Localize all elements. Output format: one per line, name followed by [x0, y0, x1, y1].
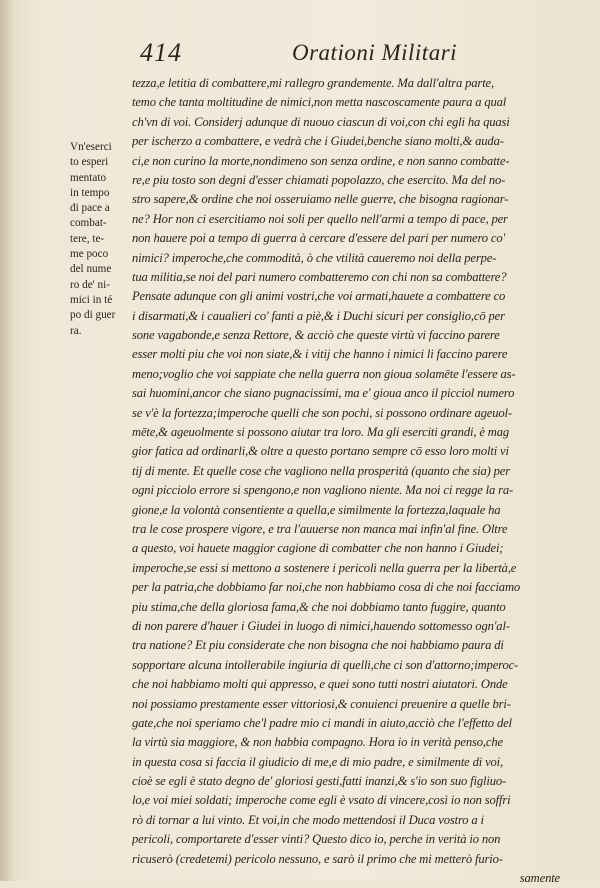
text-line: nimici? imperoche,che commodità, ò che vtilità caueremo noi della perpe- [132, 250, 497, 265]
text-line: tua militia,se noi del pari numero combatteremo con chi non sa combattere? [132, 269, 507, 284]
text-line: per la patria,che dobbiamo far noi,che non habbiamo cosa di che noi facciamo [132, 580, 521, 595]
text-line: ogni picciolo errore si spengono,e non vagliono niente. Ma noi ci regge la ra- [132, 483, 514, 498]
gutter-shadow [0, 0, 14, 881]
text-line: tra le cose prospere vigore, e tra l'auuerse non manca mai infin'al fine. Oltre [132, 521, 508, 536]
text-line: meno;voglio che voi sappiate che nella guerra non gioua solamēte l'essere as- [132, 366, 516, 381]
margin-note-line: del nume [70, 263, 112, 276]
text-line: ricuserò (credetemi) pericolo nessuno, e sarò il primo che mi metterò furio- [132, 851, 503, 866]
text-line: la virtù sia maggiore, & non habbia compagno. Hora io in verità penso,che [132, 735, 503, 750]
margin-note-line: di pace a [70, 202, 110, 215]
margin-note-line: Vn'eserci [70, 141, 112, 153]
text-line: pericoli, comportarete d'esser vinti? Questo dico io, perche in verità io non [132, 832, 501, 847]
text-line: gione,e la volontà consentiente a quella,e similmente la fortezza,laquale ha [132, 502, 501, 517]
text-line: tra natione? Et piu considerate che non bisogna che noi habbiamo paura di [132, 638, 504, 653]
page-header [0, 38, 600, 68]
text-line: lo,e voi miei soldati; imperoche come egli è vsato di vincere,così io non soffri [132, 793, 511, 808]
text-line: non hauere poi a tempo di guerra à cercare d'essere del pari per numero co' [132, 231, 506, 246]
catchword: samente [519, 871, 560, 886]
text-line: sone vagabonde,e senza Rettore, & acciò che queste virtù vi faccino parere [132, 328, 500, 343]
margin-note-line: ra. [70, 324, 82, 337]
margin-note-line: to esperi [70, 156, 109, 169]
text-line: temo che tanta moltitudine de nimici,non metta nascoscamente paura a qual [132, 95, 507, 110]
text-line: mēte,& ageuolmente si possono aiutar tra loro. Ma gli eserciti grandi, è mag [132, 425, 509, 440]
text-line: Pensate adunque con gli animi vostri,che voi armati,hauete a combattere co [132, 289, 506, 304]
text-line: sopportare alcuna intollerabile ingiuria di quelli,che ci son d'attorno;imperoc- [132, 657, 519, 672]
running-title: Orationi Militari [292, 40, 458, 65]
text-line: per ischerzo a combattere, e vedrà che i Giudei,benche siano molti,& auda- [132, 134, 504, 149]
text-line: cioè se egli è stato degno de' gloriosi gesti,fatti inanzi,& s'io son suo figliuo- [132, 774, 507, 789]
text-line: imperoche,se essi si mettono a sostenere i pericoli nella guerra per la libertà,e [132, 560, 517, 575]
body-text [132, 74, 572, 888]
text-line: di non parere d'hauer i Giudei in luogo di nimici,hauendo sottomesso ogn'al- [132, 618, 510, 633]
text-line: i disarmati,& i caualieri co' fanti a piè,& i Duchi sicuri per consiglio,cō per [132, 308, 505, 323]
text-line: sai huomini,ancor che siano pugnacissimi, ma e' gioua anco il picciol numero [132, 386, 515, 401]
text-line: piu stima,che della gloriosa fama,& che noi dobbiamo tanto fuggire, quanto [132, 599, 506, 614]
text-line: se v'è la fortezza;imperoche quelli che son pochi, si possono ordinare ageuol- [132, 405, 512, 420]
text-line: ch'vn di voi. Considerj adunque di nuouo ciascun di voi,con chi egli ha quasi [132, 114, 510, 129]
margin-note [70, 140, 130, 339]
text-line: gior fatica ad ordinarli,& oltre a questo portano sempre cō esso loro molti vi [132, 444, 509, 459]
text-line: che noi habbiamo molti qui appresso, e quei sono tutti nostri aiutatori. Onde [132, 677, 508, 692]
text-line: rò di tornar a lui vinto. Et voi,in che modo mettendosi il Duca vostro a i [132, 812, 484, 827]
text-line: a questo, voi hauete maggior cagione di combatter che non hanno i Giudei; [132, 541, 504, 556]
text-line: in questa cosa si faccia il giudicio di me,e di mio padre, e similmente di voi, [132, 754, 504, 769]
margin-note-line: combat- [70, 217, 107, 230]
text-line: esser molti piu che voi non siate,& i vitij che hanno i nimici li faccino parere [132, 347, 508, 362]
margin-note-line: mici in té [70, 293, 113, 306]
margin-note-line: mentato [70, 171, 107, 184]
text-line: stro sapere,& ordine che noi osseruiamo nelle guerre, che bisogna ragionar- [132, 192, 509, 207]
text-line: ci,e non curino la morte,nondimeno son senza ordine, e non sanno combatte- [132, 153, 510, 168]
text-line: tezza,e letitia di combattere,mi rallegro grandemente. Ma dall'altra parte, [132, 76, 494, 90]
text-line: gate,che noi speriamo che'l padre mio ci mandi in aiuto,acciò che l'effetto del [132, 715, 512, 730]
text-line: ne? Hor non ci esercitiamo noi soli per quello nell'armi a tempo di pace, per [132, 211, 508, 226]
margin-note-line: in tempo [70, 186, 110, 199]
text-line: noi possiamo prestamente esser vittoriosi,& conuienci preuenire a quelle bri- [132, 696, 511, 711]
text-line: tij di mente. Et quelle cose che vagliono nella prosperità (quanto che sia) per [132, 463, 511, 478]
margin-note-line: me poco [70, 248, 109, 261]
page-number: 414 [140, 38, 182, 67]
text-line: re,e piu tosto son degni d'esser chiamati popolazzo, che esercito. Ma del no- [132, 172, 506, 187]
margin-note-line: ro de' ni- [70, 278, 110, 291]
margin-note-line: po di guer [70, 309, 116, 322]
margin-note-line: tere, te- [70, 232, 105, 245]
